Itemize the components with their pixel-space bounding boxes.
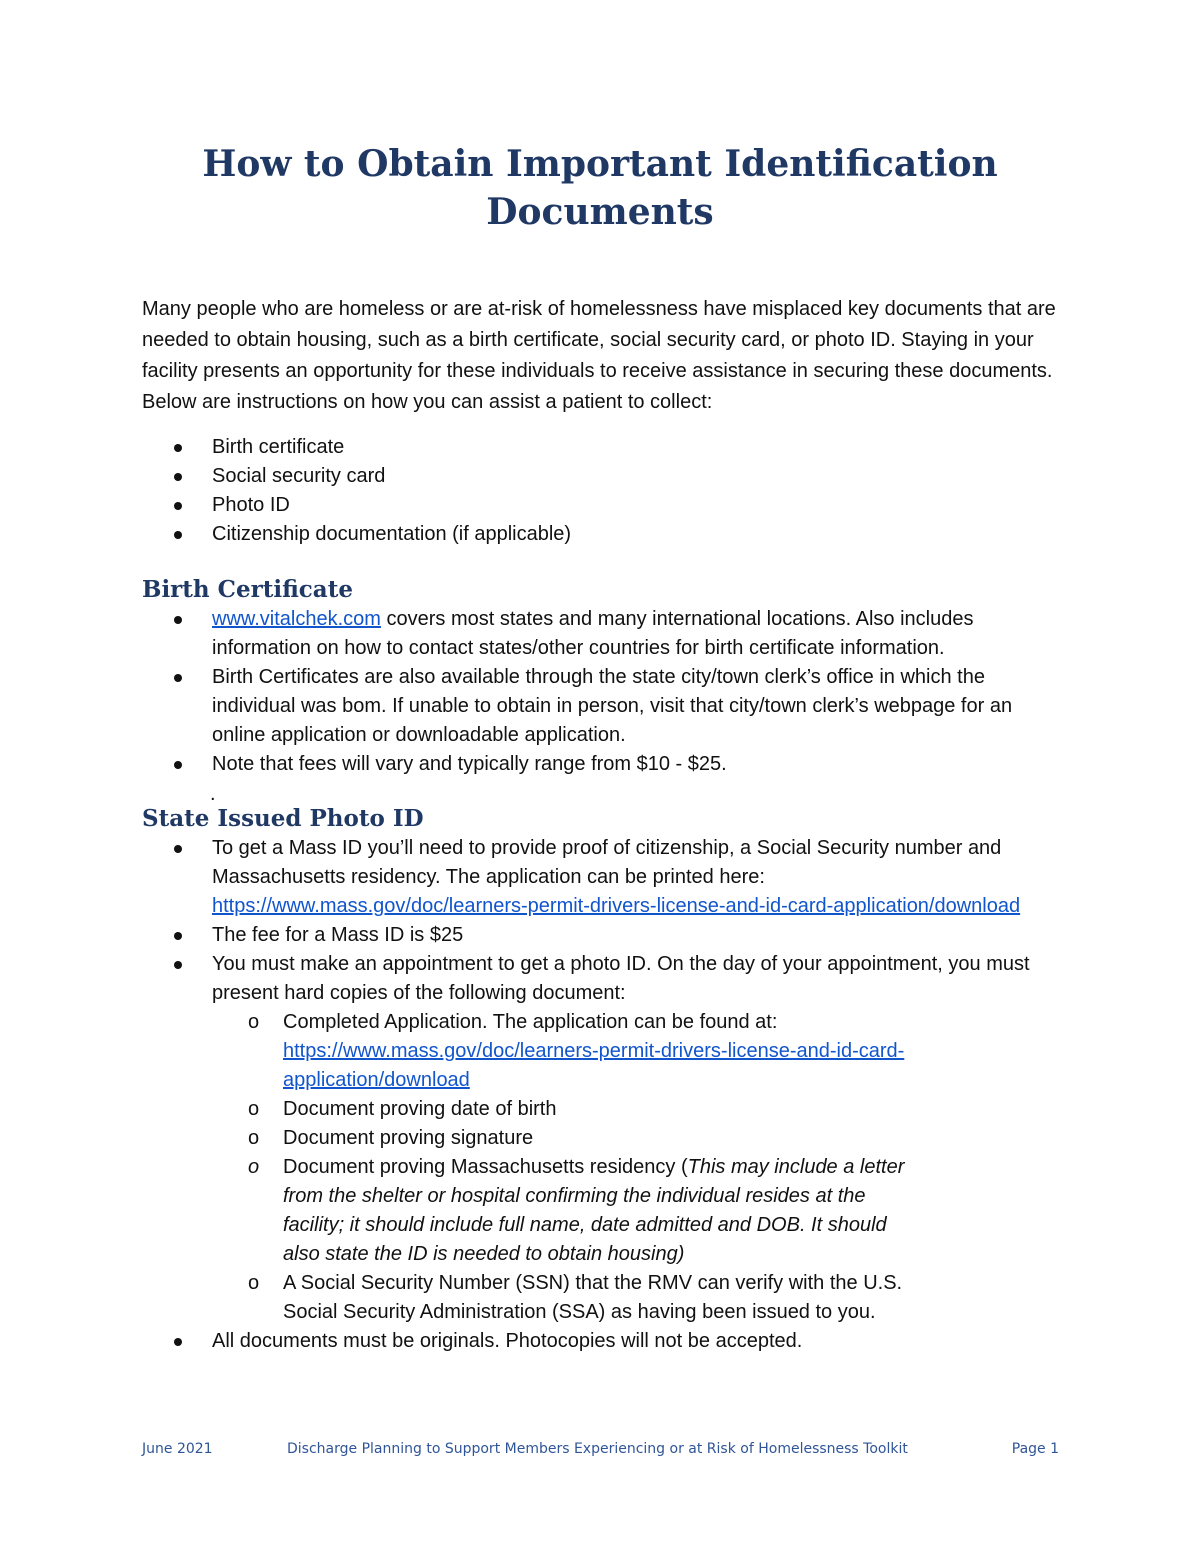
- page-footer: [142, 1441, 1059, 1463]
- list-item: www.vitalchek.com covers most states and many international locations. Also includes information on how to contact states/other countries for birth certificate information.: [0, 605, 1200, 663]
- list-item: Birth Certificates are also available through the state city/town clerk’s office in which the individual was bom. If unable to obtain in person, visit that city/town clerk’s webpage for an online application or downloadable application.: [0, 663, 1200, 750]
- bullet-icon: [174, 444, 182, 452]
- section-heading-photo-id: State Issued Photo ID: [142, 805, 424, 832]
- circle-bullet-icon: o: [248, 1127, 260, 1149]
- stray-period: .: [210, 783, 216, 805]
- bullet-icon: [174, 761, 182, 769]
- sub-list-item: o Document proving signature: [0, 1124, 1060, 1153]
- list-item: Note that fees will vary and typically range from $10 - $25.: [0, 750, 1200, 779]
- section-heading-birth-certificate: Birth Certificate: [142, 576, 353, 603]
- mass-application-link-2[interactable]: https://www.mass.gov/doc/learners-permit-drivers-license-and-id-card-application/download: [283, 1040, 905, 1091]
- mass-application-link[interactable]: https://www.mass.gov/doc/learners-permit-drivers-license-and-id-card-application/download: [212, 895, 1021, 917]
- sub-list-item: o A Social Security Number (SSN) that the RMV can verify with the U.S. Social Security Administration (SSA) as having been issued to you.: [0, 1269, 1060, 1327]
- footer-toolkit-title: Discharge Planning to Support Members Experiencing or at Risk of Homelessness Toolkit: [287, 1441, 908, 1457]
- footer-date: June 2021: [142, 1441, 213, 1457]
- circle-bullet-icon: o: [248, 1011, 260, 1033]
- circle-bullet-icon: o: [248, 1272, 260, 1294]
- sub-list-item: o Document proving Massachusetts residency (This may include a letter from the shelter or hospital confirming the individual resides at the facility; it should include full name, date admitted and DOB. It should also state the ID is needed to obtain housing): [0, 1153, 1060, 1269]
- bullet-icon: [174, 502, 182, 510]
- list-item: To get a Mass ID you’ll need to provide proof of citizenship, a Social Security number and Massachusetts residency. The application can be printed here: https://www.mass.gov/doc/learners-permit-drivers-license-and-id-card-application/download: [0, 834, 1200, 921]
- list-item: Citizenship documentation (if applicable): [0, 520, 1200, 549]
- sub-list-item: o Document proving date of birth: [0, 1095, 1060, 1124]
- footer-page-number: Page 1: [1011, 1441, 1059, 1457]
- sub-list-item: o Completed Application. The application can be found at: https://www.mass.gov/doc/learners-permit-drivers-license-and-id-card-application/download: [0, 1008, 1060, 1095]
- title-line-1: How to Obtain Important Identification: [202, 143, 998, 185]
- intro-paragraph: Many people who are homeless or are at-risk of homelessness have misplaced key documents that are needed to obtain housing, such as a birth certificate, social security card, or photo ID. Staying in your facility presents an opportunity for these individuals to receive assistance in securing these documents. Below are instructions on how you can assist a patient to collect:: [142, 298, 1056, 413]
- collect-list: [0, 433, 1200, 549]
- list-item: Social security card: [0, 462, 1200, 491]
- bullet-icon: [174, 616, 182, 624]
- list-item: Photo ID: [0, 491, 1200, 520]
- list-item: Birth certificate: [0, 433, 1200, 462]
- list-item: All documents must be originals. Photocopies will not be accepted.: [0, 1327, 1200, 1356]
- title-line-2: Documents: [486, 191, 714, 233]
- bullet-icon: [174, 674, 182, 682]
- circle-bullet-icon: o: [248, 1156, 260, 1178]
- circle-bullet-icon: o: [248, 1098, 260, 1120]
- page-title: [0, 140, 1200, 236]
- bullet-icon: [174, 1338, 182, 1346]
- bullet-icon: [174, 932, 182, 940]
- list-item: The fee for a Mass ID is $25: [0, 921, 1200, 950]
- vitalchek-link[interactable]: www.vitalchek.com: [212, 608, 381, 630]
- list-item: You must make an appointment to get a photo ID. On the day of your appointment, you must present hard copies of the following document: o Completed Application. The application can be found at: https://www.mass.gov/doc/learners-permit-drivers-license-and-id-card-application/download o Document proving date of birth o Document proving signature o Document proving Massachusetts residency (This may include a letter from the shelter or hospital confirming the individual resides at the facility; it should include full name, date admitted and DOB. It should also state the ID is needed to obtain housing) o A Social Security Number (SSN) that the RMV can verify with the U.S. Social Security Administration (SSA) as having been issued to you.: [0, 950, 1200, 1327]
- required-documents-list: [0, 1008, 1060, 1327]
- bullet-icon: [174, 531, 182, 539]
- photo-id-list: [0, 834, 1200, 1356]
- bullet-icon: [174, 845, 182, 853]
- birth-certificate-list: [0, 605, 1200, 779]
- bullet-icon: [174, 961, 182, 969]
- bullet-icon: [174, 473, 182, 481]
